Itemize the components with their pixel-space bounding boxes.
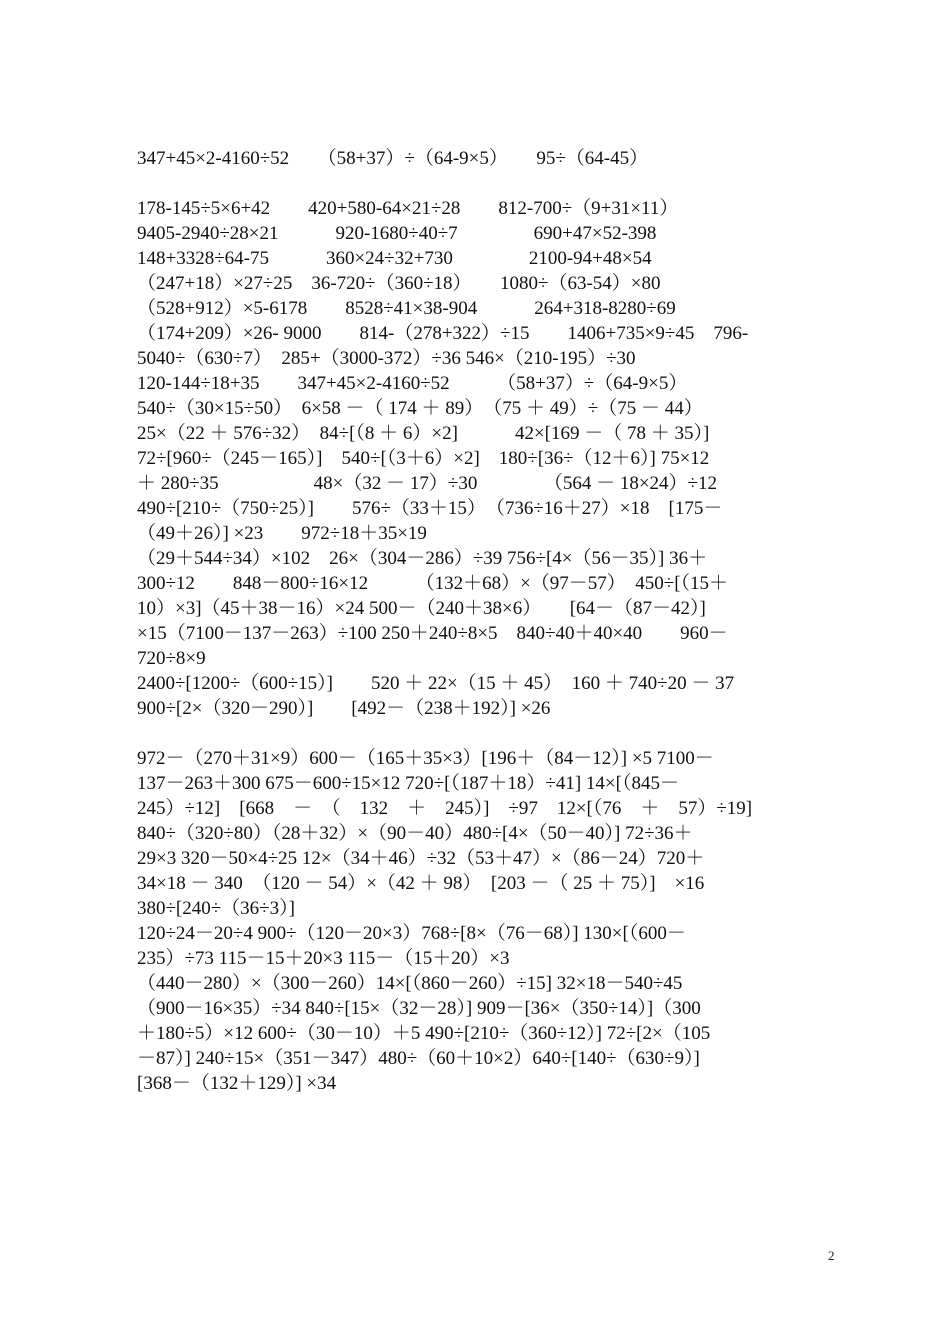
exercise-line: 347+45×2-4160÷52 （58+37）÷（64-9×5） 95÷（64-45） <box>137 148 649 169</box>
page-number: 2 <box>828 1248 835 1263</box>
exercise-line: （440－280）×（300－260）14×[（860－260）÷15] 32×18－540÷45 <box>137 973 683 994</box>
exercise-line: 178-145÷5×6+42 420+580-64×21÷28 812-700÷（9+31×11） <box>137 198 679 219</box>
exercise-line: －87）] 240÷15×（351－347）480÷（60＋10×2）640÷[140÷（630÷9）] <box>137 1048 700 1069</box>
exercise-line: 10）×3]（45＋38－16）×24 500－（240＋38×6） [64－（87－42）] <box>137 598 706 619</box>
exercise-line: 235）÷73 115－15＋20×3 115－（15＋20）×3 <box>137 948 510 969</box>
exercise-line: 540÷（30×15÷50） 6×58 －（ 174 ＋ 89） （75 ＋ 49）÷（75 － 44） <box>137 398 703 419</box>
exercise-line: （49＋26）] ×23 972÷18＋35×19 <box>137 523 427 544</box>
exercise-line: 490÷[210÷（750÷25）] 576÷（33＋15） （736÷16＋27）×18 [175－ <box>137 498 723 519</box>
exercise-line: 245）÷12] [668 － （ 132 ＋ 245）] ÷97 12×[（76 ＋ 57）÷19] <box>137 798 753 819</box>
exercise-line: 900÷[2×（320－290）] [492－（238＋192）] ×26 <box>137 698 551 719</box>
blank-line <box>137 171 839 196</box>
exercise-line: 972－（270＋31×9）600－（165＋35×3）[196＋（84－12）] ×5 7100－ <box>137 748 714 769</box>
exercise-line: 300÷12 848－800÷16×12 （132＋68）×（97－57） 450÷[（15＋ <box>137 573 729 594</box>
exercise-line: 120-144÷18+35 347+45×2-4160÷52 （58+37）÷（64-9×5） <box>137 373 688 394</box>
exercise-line: 380÷[240÷（36÷3）] <box>137 898 295 919</box>
exercise-line: 148+3328÷64-75 360×24÷32+730 2100-94+48×54 <box>137 248 652 269</box>
exercise-line: 29×3 320－50×4÷25 12×（34＋46）÷32（53＋47）×（86－24）720＋ <box>137 848 705 869</box>
exercise-line: 120÷24－20÷4 900÷（120－20×3）768÷[8×（76－68）] 130×[（600－ <box>137 923 686 944</box>
exercise-line: 34×18 － 340 （120 － 54）×（42 ＋ 98） [203 －（ 25 ＋ 75）] ×16 <box>137 873 705 894</box>
exercise-line: ＋180÷5）×12 600÷（30－10）＋5 490÷[210÷（360÷12）] 72÷[2×（105 <box>137 1023 711 1044</box>
exercise-text <box>137 146 839 1096</box>
blank-line <box>137 721 839 746</box>
exercise-line: [368－（132＋129）] ×34 <box>137 1073 337 1094</box>
exercise-line: 2400÷[1200÷（600÷15）] 520 ＋ 22×（15 ＋ 45） 160 ＋ 740÷20 － 37 <box>137 673 735 694</box>
exercise-line: 25×（22 ＋ 576÷32） 84÷[（8 ＋ 6）×2] 42×[169 －（ 78 ＋ 35）] <box>137 423 710 444</box>
exercise-line: ＋ 280÷35 48×（32 － 17）÷30 （564 － 18×24）÷12 <box>137 473 717 494</box>
exercise-line: 137－263＋300 675－600÷15×12 720÷[（187＋18）÷41] 14×[（845－ <box>137 773 679 794</box>
exercise-line: 5040÷（630÷7） 285+（3000-372）÷36 546×（210-195）÷30 <box>137 348 636 369</box>
exercise-line: 720÷8×9 <box>137 648 206 669</box>
exercise-line: （29＋544÷34）×102 26×（304－286）÷39 756÷[4×（56－35）] 36＋ <box>137 548 708 569</box>
exercise-line: （900－16×35）÷34 840÷[15×（32－28）] 909－[36×（350÷14）]（300 <box>137 998 701 1019</box>
exercise-line: 72÷[960÷（245－165）] 540÷[（3＋6）×2] 180÷[36÷（12＋6）] 75×12 <box>137 448 710 469</box>
exercise-line: ×15（7100－137－263）÷100 250＋240÷8×5 840÷40＋40×40 960－ <box>137 623 728 644</box>
exercise-line: （247+18）×27÷25 36-720÷（360÷18） 1080÷（63-54）×80 <box>137 273 661 294</box>
exercise-line: （174+209）×26- 9000 814-（278+322）÷15 1406+735×9÷45 796- <box>137 323 749 344</box>
exercise-line: （528+912）×5-6178 8528÷41×38-904 264+318-8280÷69 <box>137 298 676 319</box>
exercise-line: 9405-2940÷28×21 920-1680÷40÷7 690+47×52-398 <box>137 223 657 244</box>
exercise-line: 840÷（320÷80）（28＋32）×（90－40）480÷[4×（50－40）] 72÷36＋ <box>137 823 693 844</box>
